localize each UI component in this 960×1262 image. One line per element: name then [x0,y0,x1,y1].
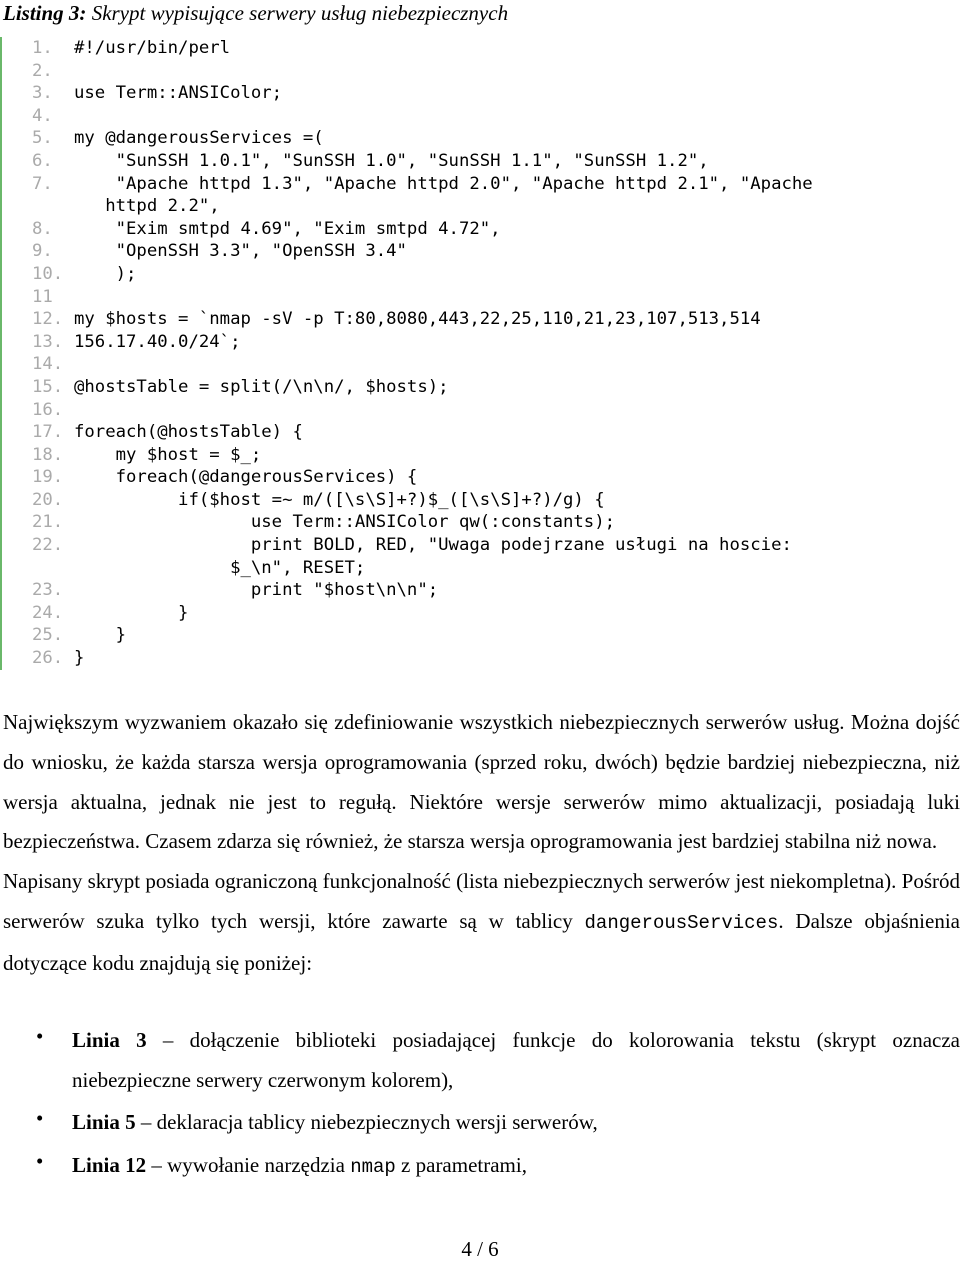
code-text: } [74,602,189,623]
code-line [2,624,960,647]
code-line [2,353,960,376]
code-line [2,399,960,422]
code-line [2,195,960,218]
bullet-tail: z parametrami, [395,1153,527,1177]
line-number: 4. [32,105,53,126]
bullet-bold: Linia 5 [72,1110,136,1134]
line-number: 14. [32,354,64,375]
bullet-bold: Linia 12 [72,1153,147,1177]
bullet-bold: Linia 3 [72,1028,147,1052]
code-text: "OpenSSH 3.3", "OpenSSH 3.4" [74,241,407,262]
code-text: httpd 2.2", [74,196,220,217]
code-text: use Term::ANSIColor qw(:constants); [74,512,616,533]
bullet-body: – dołączenie biblioteki posiadającej funkcje do kolorowania tekstu (skrypt oznacza niebezpieczne serwery czerwonym kolorem), [72,1028,960,1092]
code-text: foreach(@dangerousServices) { [74,467,418,488]
code-line [2,444,960,467]
line-number: 25. [32,625,64,646]
bullet-dot-icon: • [36,1024,44,1048]
page-number: 4 / 6 [461,1237,499,1261]
line-number: 9. [32,241,53,262]
code-line [2,150,960,173]
code-listing [0,37,960,670]
bullet-text [72,1020,960,1100]
code-line [2,511,960,534]
code-line [2,489,960,512]
code-line [2,421,960,444]
paragraph-2 [3,862,960,983]
code-text: use Term::ANSIColor; [74,83,283,104]
inline-code-dangerousservices: dangerousServices [584,911,779,934]
line-number: 23. [32,580,64,601]
code-line [2,127,960,150]
code-line [2,579,960,602]
listing-caption [3,0,508,26]
code-line [2,263,960,286]
code-text: "Apache httpd 1.3", "Apache httpd 2.0", "Apache httpd 2.1", "Apache [74,173,813,194]
line-number: 20. [32,489,64,510]
code-text: print "$host\n\n"; [74,580,439,601]
code-text: } [74,648,85,669]
code-text: print BOLD, RED, "Uwaga podejrzane usługi na hoscie: [74,535,792,556]
line-number: 8. [32,218,53,239]
bullet-body: – deklaracja tablicy niebezpiecznych wersji serwerów, [135,1110,598,1134]
code-text: my @dangerousServices =( [74,128,324,149]
code-text: #!/usr/bin/perl [74,38,231,58]
code-line [2,647,960,670]
paragraph-2-start: Napisany skrypt posiada ograniczoną funkcjonalność (lista niebezpiecznych serwerów jest niekompletna). Pośród serwerów szuka tylko tych wersji, które zawarte są w tablicy [3,869,960,933]
listing-caption-prefix: Listing 3: [3,1,87,25]
paragraph-1: Największym wyzwaniem okazało się zdefiniowanie wszystkich niebezpiecznych serwerów usług. Można dojść do wniosku, że każda starsza wersja oprogramowania (sprzed roku, dwóch) będzie bardziej niebezpieczna, niż wersja aktualna, jednak nie jest to regułą. Niektóre wersje serwerów mimo aktualizacji, posiadają luki bezpieczeństwa. Czasem zdarza się również, że starsza wersja oprogramowania jest bardziej stabilna niż nowa. [3,710,960,854]
body-text [3,703,960,984]
bullet-dot-icon: • [36,1106,44,1130]
code-line [2,466,960,489]
paragraph-2-end: . Dalsze objaśnienia dotyczące kodu znajdują się poniżej: [3,908,960,975]
line-number: 2. [32,60,53,81]
line-number: 16. [32,399,64,420]
line-number: 21. [32,512,64,533]
bullet-body: – wywołanie narzędzia [146,1153,351,1177]
line-number: 6. [32,150,53,171]
bullet-text [72,1102,960,1142]
line-number: 17. [32,422,64,443]
code-line [2,218,960,241]
line-number: 13. [32,331,64,352]
inline-code-nmap: nmap [350,1156,396,1178]
bullet-text [72,1145,960,1187]
line-number: 10. [32,263,64,284]
code-text: "SunSSH 1.0.1", "SunSSH 1.0", "SunSSH 1.1", "SunSSH 1.2", [74,150,709,171]
code-text: @hostsTable = split(/\n\n/, $hosts); [74,376,449,397]
code-text: my $host = $_; [74,444,262,465]
code-text: if($host =~ m/([\s\S]+?)$_([\s\S]+?)/g) { [74,489,605,510]
code-line [2,37,960,60]
code-line [2,82,960,105]
line-number: 3. [32,83,53,104]
bullet-dot-icon: • [36,1149,44,1173]
code-text: ); [74,263,137,284]
code-line [2,60,960,83]
code-text: $_\n", RESET; [74,557,366,578]
line-number: 12. [32,309,64,330]
code-text: "Exim smtpd 4.69", "Exim smtpd 4.72", [74,218,501,239]
code-line [2,376,960,399]
code-line [2,105,960,128]
code-text: my $hosts = `nmap -sV -p T:80,8080,443,22,25,110,21,23,107,513,514 [74,309,761,330]
code-text: } [74,625,127,646]
code-line [2,557,960,580]
line-number: 19. [32,467,64,488]
line-number: 1. [32,38,53,58]
listing-caption-text: Skrypt wypisujące serwery usług niebezpiecznych [86,1,509,25]
code-line [2,240,960,263]
line-number: 11 [32,286,53,307]
code-line [2,331,960,354]
line-number: 7. [32,173,53,194]
line-number: 24. [32,602,64,623]
line-number: 22. [32,535,64,556]
code-line [2,534,960,557]
line-number: 18. [32,444,64,465]
code-line [2,286,960,309]
code-text: 156.17.40.0/24`; [74,331,241,352]
line-number: 15. [32,376,64,397]
line-number: 26. [32,648,64,669]
line-number: 5. [32,128,53,149]
code-line [2,602,960,625]
code-line [2,173,960,196]
code-line [2,308,960,331]
code-text: foreach(@hostsTable) { [74,422,303,443]
